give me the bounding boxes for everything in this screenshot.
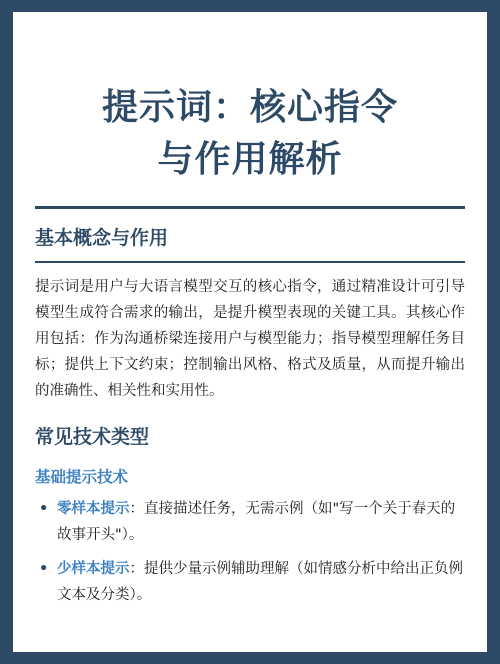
term-separator: ：	[129, 500, 144, 517]
page-title	[35, 12, 465, 186]
list-item-few-shot	[35, 556, 465, 608]
technique-list	[35, 496, 465, 608]
section-heading-technique-types: 常见技术类型	[35, 425, 150, 448]
title-line-1: 提示词：核心指令	[101, 87, 398, 128]
bullet-icon: •	[39, 560, 49, 577]
term-zero-shot: 零样本提示	[57, 500, 130, 517]
desc-few-shot: 提供少量示例辅助理解（如情感分析中给出正负例文本及分类）。	[57, 560, 463, 603]
term-separator: ：	[129, 560, 144, 577]
bullet-icon: •	[39, 500, 49, 517]
term-few-shot: 少样本提示	[57, 560, 130, 577]
list-item-zero-shot	[35, 496, 465, 548]
title-line-2: 与作用解析	[157, 139, 343, 180]
title-divider	[35, 206, 465, 209]
desc-zero-shot: 直接描述任务，无需示例（如"写一个关于春天的故事开头"）。	[57, 500, 456, 543]
concept-paragraph: 提示词是用户与大语言模型交互的核心指令，通过精准设计可引导模型生成符合需求的输出，是提升模型表现的关键工具。其核心作用包括：作为沟通桥梁连接用户与模型能力；指导模型理解任务目标；提供上下文约束；控制输出风格、格式及质量，从而提升输出的准确性、相关性和实用性。	[35, 278, 465, 399]
section-divider	[35, 261, 465, 263]
section-heading-basic-concepts: 基本概念与作用	[35, 227, 169, 249]
subsection-heading-basic-techniques: 基础提示技术	[35, 467, 129, 486]
content-card	[13, 12, 487, 652]
